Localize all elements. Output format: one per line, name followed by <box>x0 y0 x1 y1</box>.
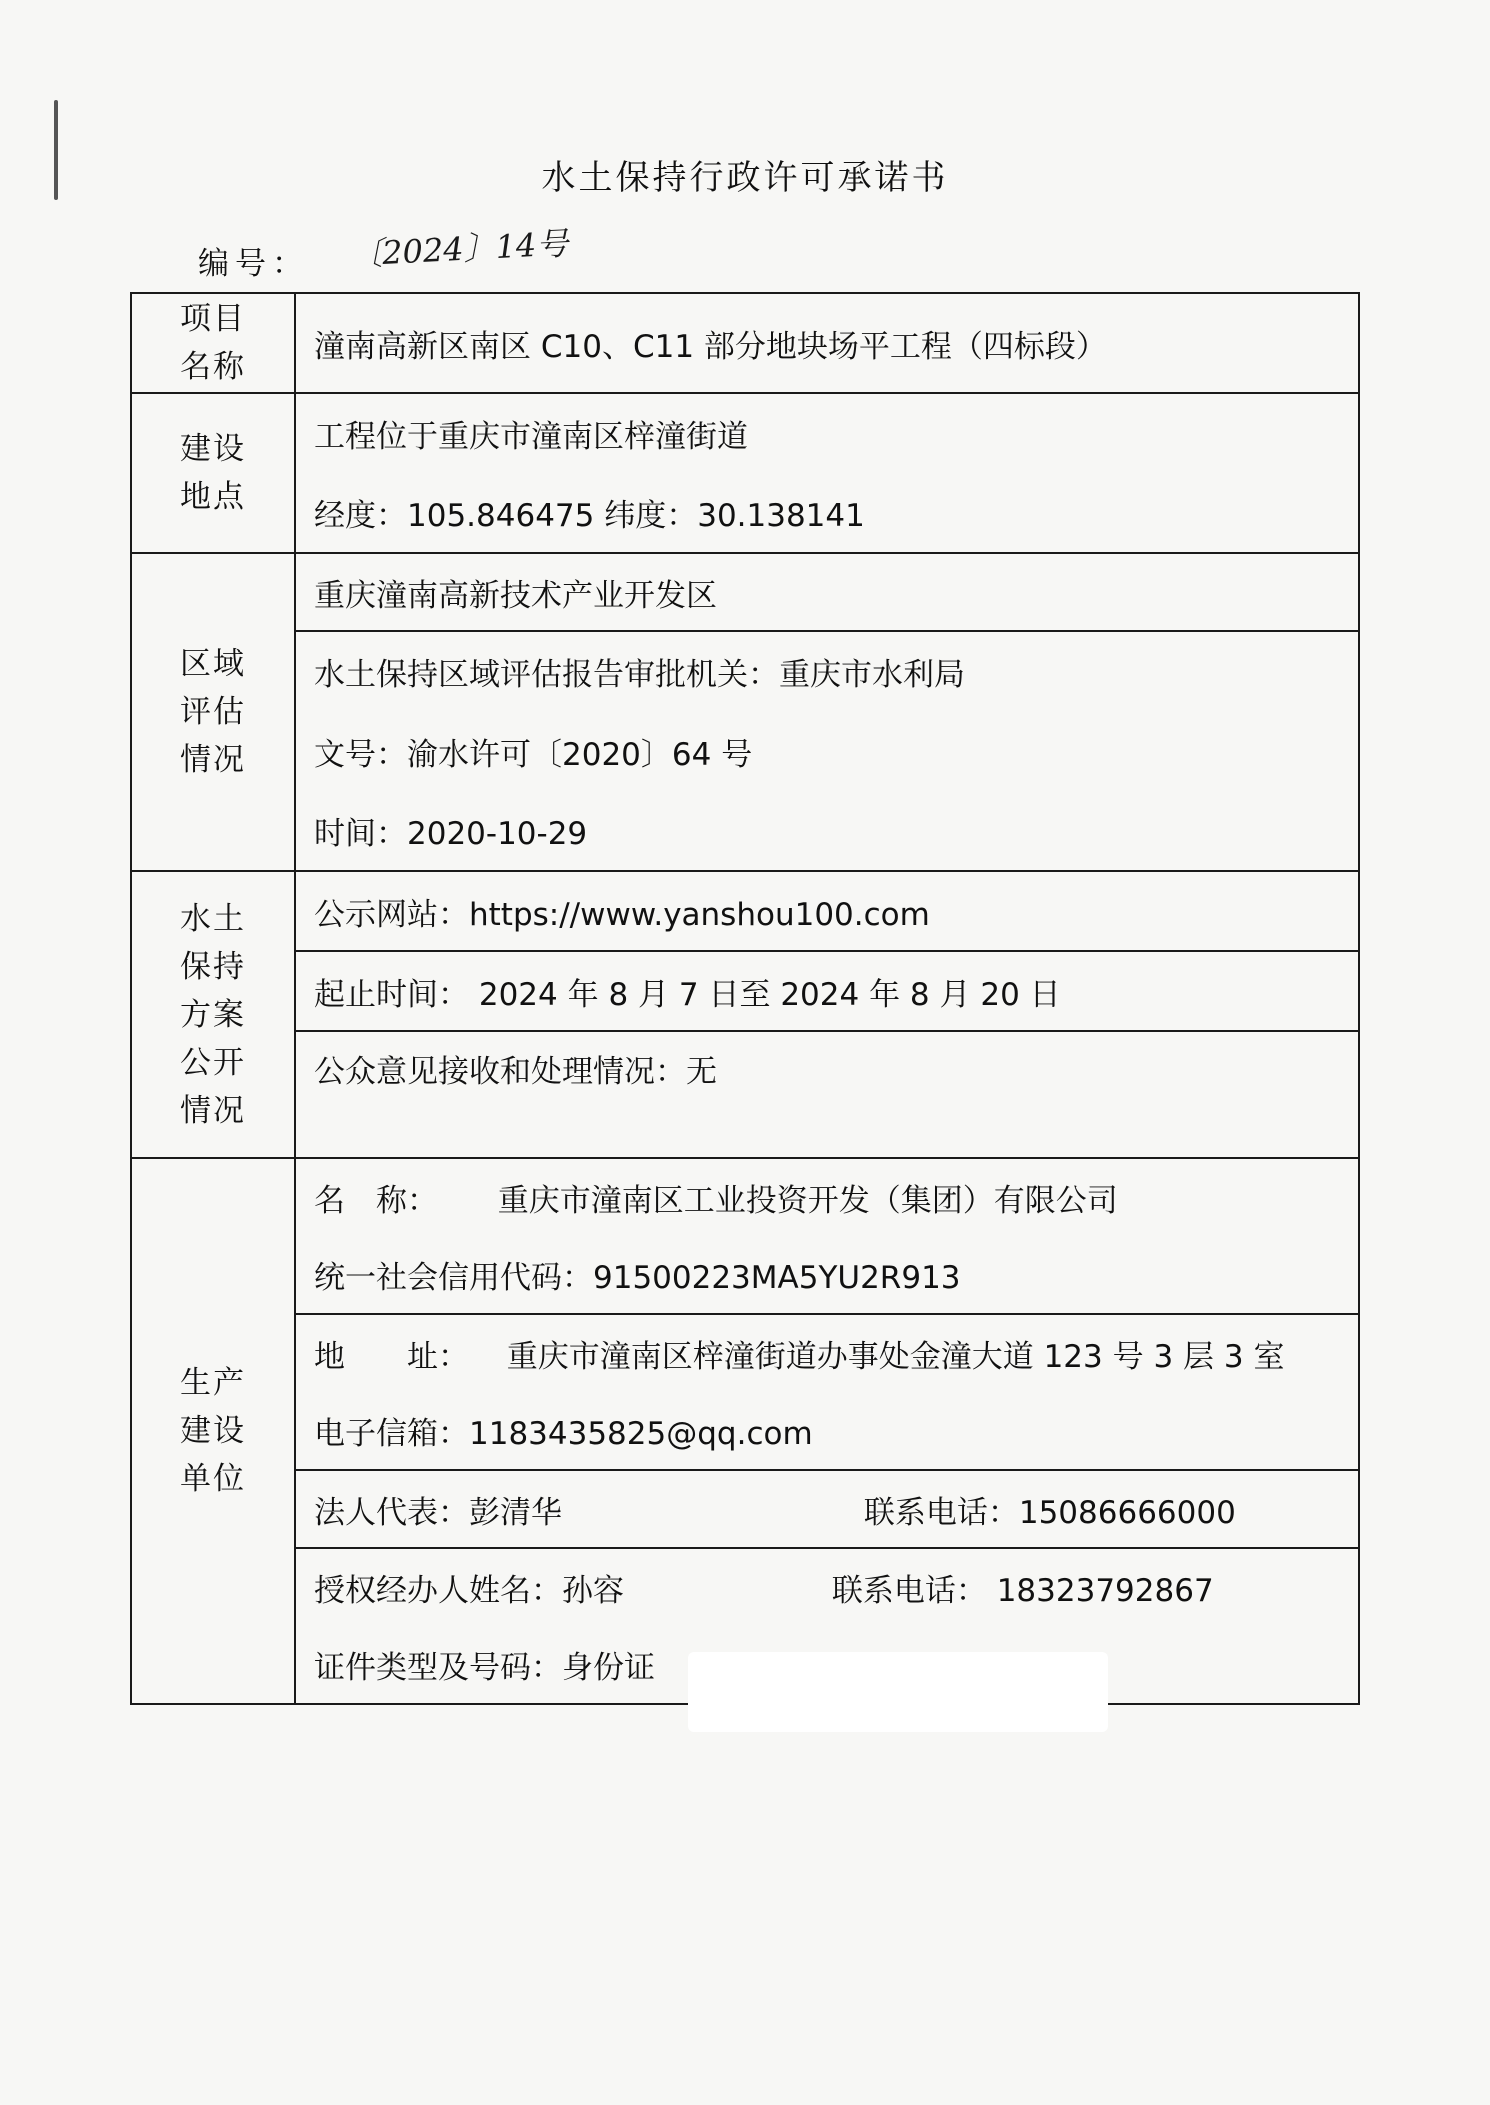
row-region-doc <box>131 711 1359 791</box>
company-address: 重庆市潼南区梓潼街道办事处金潼大道 123 号 3 层 3 室 <box>506 1339 1285 1375</box>
row-publicity-web <box>131 871 1359 951</box>
company-name-label: 名 称： <box>314 1183 438 1219</box>
region-approver: 水土保持区域评估报告审批机关：重庆市水利局 <box>295 631 1359 711</box>
row-company-email <box>131 1392 1359 1470</box>
region-doc-no: 文号：渝水许可〔2020〕64 号 <box>295 711 1359 791</box>
serial-label: 编号： <box>198 246 309 282</box>
company-name-row <box>295 1158 1359 1236</box>
label-publicity: 水土 保持 方案 公开 情况 <box>131 871 295 1158</box>
region-zone: 重庆潼南高新技术产业开发区 <box>295 553 1359 631</box>
company-name: 重庆市潼南区工业投资开发（集团）有限公司 <box>497 1183 1118 1219</box>
id-type: 证件类型及号码：身份证 <box>295 1626 1359 1704</box>
row-agent <box>131 1548 1359 1626</box>
site-coordinates: 经度：105.846475 纬度：30.138141 <box>295 473 1359 553</box>
row-publicity-period <box>131 951 1359 1031</box>
row-region-approver <box>131 631 1359 711</box>
redaction-block <box>688 1652 1108 1732</box>
label-company: 生产 建设 单位 <box>131 1158 295 1704</box>
row-company-credit <box>131 1236 1359 1314</box>
row-company-name <box>131 1158 1359 1236</box>
row-site-2 <box>131 473 1359 553</box>
legal-rep-row <box>295 1470 1359 1548</box>
company-address-label: 地 址： <box>314 1339 469 1375</box>
label-site: 建设 地点 <box>131 393 295 553</box>
row-region-zone <box>131 553 1359 631</box>
site-location: 工程位于重庆市潼南区梓潼街道 <box>295 393 1359 473</box>
row-legal-rep <box>131 1470 1359 1548</box>
label-region: 区域 评估 情况 <box>131 553 295 871</box>
row-publicity-feedback <box>131 1031 1359 1158</box>
row-region-date <box>131 791 1359 871</box>
project-name: 潼南高新区南区 C10、C11 部分地块场平工程（四标段） <box>295 293 1359 393</box>
row-site-1 <box>131 393 1359 473</box>
row-project <box>131 293 1359 393</box>
legal-rep: 法人代表：彭清华 <box>314 1494 562 1531</box>
company-credit-code: 统一社会信用代码：91500223MA5YU2R913 <box>295 1236 1359 1314</box>
commitment-form-table <box>130 292 1360 1705</box>
publicity-period: 起止时间： 2024 年 8 月 7 日至 2024 年 8 月 20 日 <box>295 951 1359 1031</box>
serial-number-handwritten: 〔2024〕14号 <box>349 224 570 274</box>
label-project-name: 项目 名称 <box>131 293 295 393</box>
legal-phone: 联系电话：15086666000 <box>863 1494 1236 1531</box>
region-date: 时间：2020-10-29 <box>295 791 1359 871</box>
row-company-address <box>131 1314 1359 1392</box>
publicity-website: 公示网站：https://www.yanshou100.com <box>295 871 1359 951</box>
document-title: 水土保持行政许可承诺书 <box>541 158 949 198</box>
company-email: 电子信箱：1183435825@qq.com <box>295 1392 1359 1470</box>
agent-row <box>295 1548 1359 1626</box>
agent-name: 授权经办人姓名：孙容 <box>314 1573 624 1609</box>
agent-phone: 联系电话： 18323792867 <box>831 1573 1214 1609</box>
publicity-feedback: 公众意见接收和处理情况：无 <box>295 1031 1359 1158</box>
company-address-row <box>295 1314 1359 1392</box>
